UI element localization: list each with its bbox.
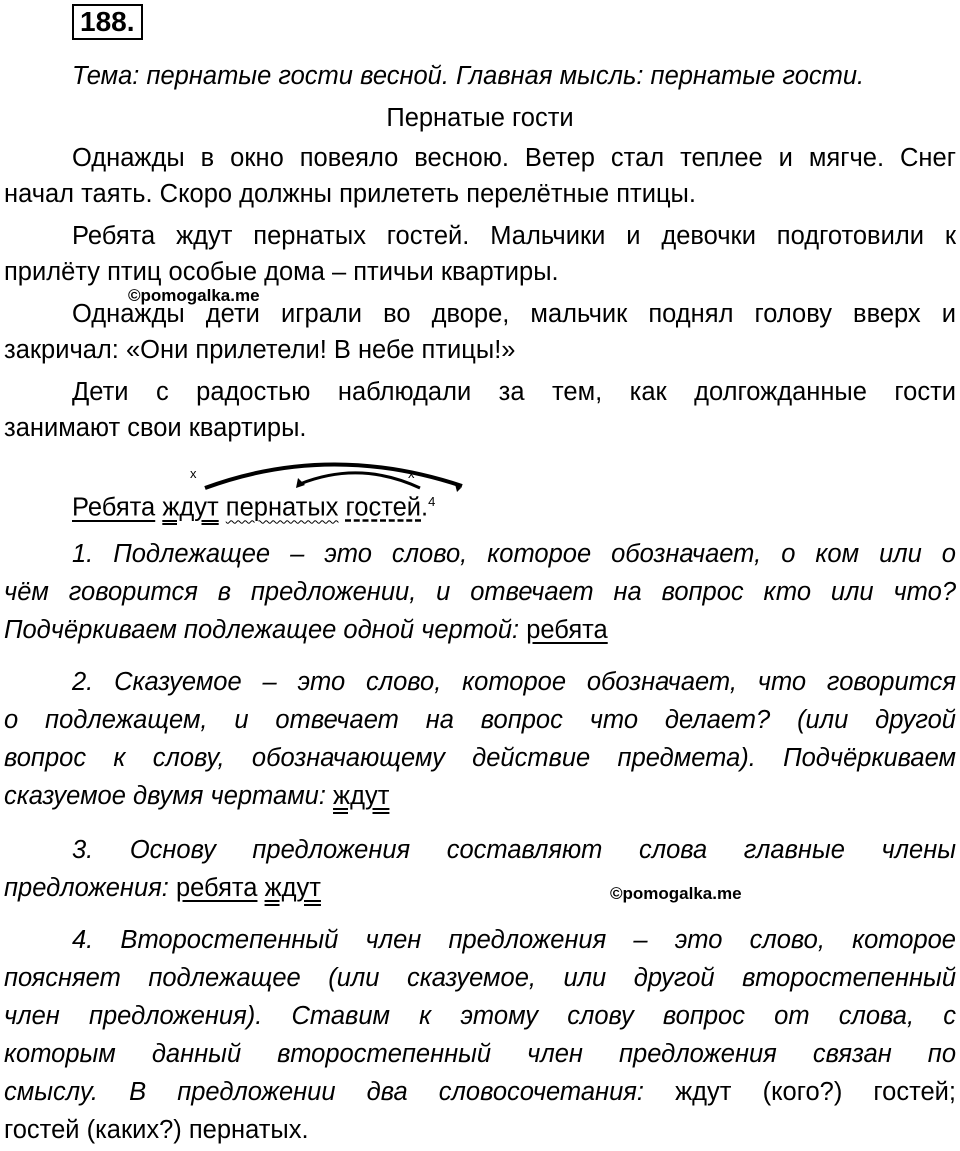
- exercise-number: 188.: [72, 4, 143, 40]
- item-line: 1. Подлежащее – это слово, которое обозначает, о ком или о: [72, 540, 956, 568]
- watermark: ©pomogalka.me: [128, 286, 260, 305]
- predicate-word: ждут: [162, 493, 219, 522]
- item-line: о подлежащем, и отвечает на вопрос что делает? (или другой: [4, 706, 956, 734]
- analyzed-sentence: [72, 484, 435, 526]
- item-line: поясняет подлежащее (или сказуемое, или другой второстепенный: [4, 964, 956, 992]
- item-line: 3. Основу предложения составляют слова главные члены: [72, 836, 956, 864]
- watermark: ©pomogalka.me: [610, 884, 742, 903]
- sentence-dot: .: [421, 493, 429, 522]
- text-line: начал таять. Скоро должны прилететь перелётные птицы.: [4, 180, 696, 208]
- sentence-index: 4: [428, 494, 436, 509]
- text-line: прилёту птиц особые дома – птичьи квартиры.: [4, 258, 559, 286]
- text-line: Однажды в окно повеяло весною. Ветер стал теплее и мягче. Снег: [72, 144, 956, 172]
- text-title: Пернатые гости: [386, 104, 574, 132]
- predicate-example: ждут: [264, 874, 321, 902]
- text-line: закричал: «Они прилетели! В небе птицы!»: [4, 336, 516, 364]
- theme-line: Тема: пернатые гости весной. Главная мысль: пернатые гости.: [72, 62, 865, 90]
- item-text: Подчёркиваем подлежащее одной чертой:: [4, 616, 527, 644]
- item-line: которым данный второстепенный член предложения связан по: [4, 1040, 956, 1068]
- item-line: [4, 778, 956, 814]
- object-word: гостей: [345, 493, 422, 522]
- item-line: [4, 1074, 956, 1110]
- subject-example: ребята: [526, 616, 608, 644]
- text-line: занимают свои квартиры.: [4, 414, 307, 442]
- item-line: [4, 612, 956, 648]
- item-line: 4. Второстепенный член предложения – это слово, которое: [72, 926, 956, 954]
- predicate-example: ждут: [333, 782, 390, 810]
- subject-example: ребята: [175, 874, 258, 902]
- item-line: вопрос к слову, обозначающему действие предмета). Подчёркиваем: [4, 744, 956, 772]
- item-text: предложения:: [4, 874, 176, 902]
- attribute-word: пернатых: [225, 493, 339, 522]
- item-text: смыслу. В предложении два словосочетания:: [4, 1078, 676, 1106]
- phrase: ждут (кого?) гостей;: [675, 1078, 956, 1106]
- text-line: Однажды дети играли во дворе, мальчик поднял голову вверх и: [72, 300, 956, 328]
- subject-word: Ребята: [72, 493, 156, 522]
- item-line: 2. Сказуемое – это слово, которое обозначает, что говорится: [72, 668, 956, 696]
- item-line: член предложения). Ставим к этому слову вопрос от слова, с: [4, 1002, 956, 1030]
- text-line: Дети с радостью наблюдали за тем, как долгожданные гости: [72, 378, 956, 406]
- item-text: сказуемое двумя чертами:: [4, 782, 334, 810]
- item-line: гостей (каких?) пернатых.: [4, 1116, 309, 1144]
- mark-x: x: [190, 466, 197, 481]
- mark-x: x: [408, 466, 415, 481]
- item-line: [4, 870, 956, 906]
- item-line: чём говорится в предложении, и отвечает на вопрос кто или что?: [4, 578, 956, 606]
- text-line: Ребята ждут пернатых гостей. Мальчики и девочки подготовили к: [72, 222, 956, 250]
